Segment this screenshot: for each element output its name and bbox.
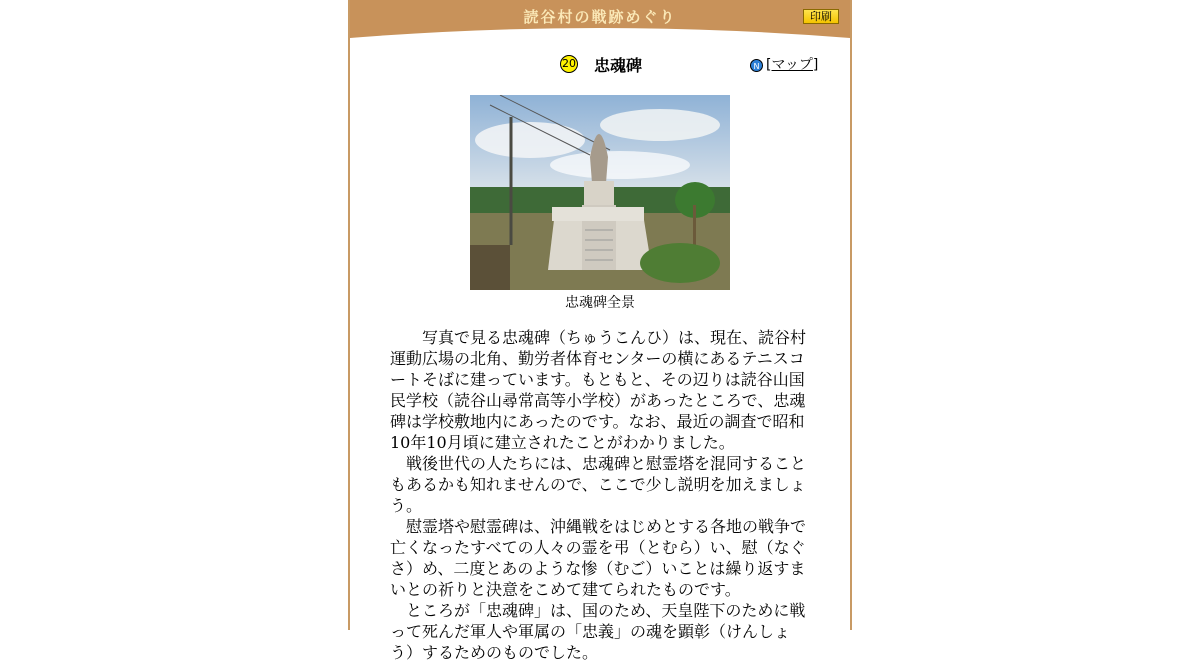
site-header bbox=[350, 0, 850, 40]
article-body bbox=[390, 327, 810, 663]
content-frame bbox=[348, 0, 852, 662]
monument-photo bbox=[470, 95, 730, 290]
entry-title-row bbox=[350, 52, 850, 76]
site-title: 読谷村の戦跡めぐり bbox=[523, 8, 677, 26]
map-link[interactable] bbox=[750, 54, 818, 74]
paragraph: ところが「忠魂碑」は、国のため、天皇陛下のために戦って死んだ軍人や軍属の「忠義」の魂を顕彰（けんしょう）するためのものでした。 bbox=[390, 601, 806, 662]
paragraph: 慰霊塔や慰霊碑は、沖縄戦をはじめとする各地の戦争で亡くなったすべての人々の霊を弔（とむら）い、慰（なぐさ）め、二度とあのような惨（むご）いことは繰り返すまいとの祈りと決意をこめて建てられたものです。 bbox=[390, 517, 807, 599]
entry-number-badge: 20 bbox=[560, 55, 578, 73]
photo-caption: 忠魂碑全景 bbox=[565, 295, 635, 311]
north-compass-icon: N bbox=[750, 59, 763, 72]
print-button[interactable]: 印刷 bbox=[803, 9, 839, 24]
page-title: 忠魂碑 bbox=[594, 56, 643, 75]
map-link-label[interactable]: [マップ] bbox=[766, 57, 819, 73]
paragraph: 戦後世代の人たちには、忠魂碑と慰霊塔を混同することもあるかも知れませんので、ここで少し説明を加えましょう。 bbox=[390, 454, 807, 515]
paragraph: 写真で見る忠魂碑（ちゅうこんひ）は、現在、読谷村運動広場の北角、勤労者体育センターの横にあるテニスコートそばに建っています。もともと、その辺りは読谷山国民学校（読谷山尋常高等小学校）があったところで、忠魂碑は学校敷地内にあったのです。なお、最近の調査で昭和10年10月頃に建立されたことがわかりました。 bbox=[390, 328, 807, 452]
